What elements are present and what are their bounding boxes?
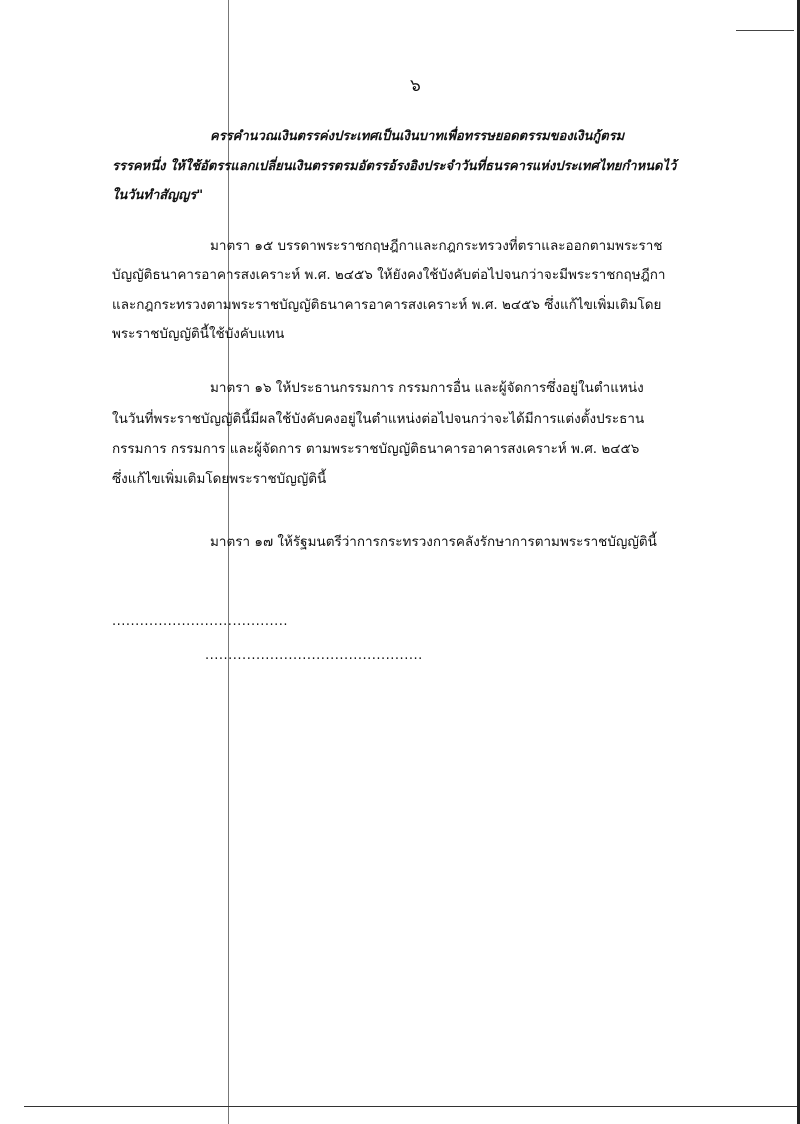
signature-line-2: ............................................... — [205, 648, 423, 663]
section-15-line-2: บัญญัติธนาคารอาคารสงเคราะห์ พ.ศ. ๒๔๕๖ ให้ยังคงใช้บังคับต่อไปจนกว่าจะมีพระราชกฤษฎีกา — [112, 267, 666, 283]
quote-line-1: ครรคำนวณเงินตรรค่งประเทศเป็นเงินบาทเพื่อทรรษยอดตรรมของเงินกู้ตรม — [210, 129, 625, 144]
bottom-rule — [24, 1106, 800, 1107]
section-17-line-1: มาตรา ๑๗ ให้รัฐมนตรีว่าการกระทรวงการคลังรักษาการตามพระราชบัญญัตินี้ — [210, 534, 657, 550]
section-15-line-4: พระราชบัญญัตินี้ใช้บังคับแทน — [112, 326, 285, 342]
quote-line-2: รรรคหนึ่ง ให้ใช้อัตรรแลกเปลี่ยนเงินตรรตรมอัตรรอ้รงอิงประจำวันที่ธนรคารแห่งประเทศไทยกำหนดไว้ — [112, 159, 677, 174]
section-16-line-4: ซึ่งแก้ไขเพิ่มเติมโดยพระราชบัญญัตินี้ — [112, 471, 327, 487]
section-16-line-2: ในวันที่พระราชบัญญัตินี้มีผลใช้บังคับคงอยู่ในตำแหน่งต่อไปจนกว่าจะได้มีการแต่งตั้งประธาน — [112, 411, 645, 427]
section-16-line-1: มาตรา ๑๖ ให้ประธานกรรมการ กรรมการอื่น และผู้จัดการซึ่งอยู่ในตำแหน่ง — [210, 380, 644, 396]
section-15-line-1: มาตรา ๑๕ บรรดาพระราชกฤษฎีกาและกฎกระทรวงที่ตราและออกตามพระราช — [210, 238, 663, 254]
section-16-line-3: กรรมการ กรรมการ และผู้จัดการ ตามพระราชบัญญัติธนาคารอาคารสงเคราะห์ พ.ศ. ๒๔๕๖ — [112, 441, 640, 457]
section-15-line-3: และกฎกระทรวงตามพระราชบัญญัติธนาคารอาคารสงเคราะห์ พ.ศ. ๒๔๕๖ ซึ่งแก้ไขเพิ่มเติมโดย — [112, 297, 662, 313]
quote-line-3: ในวันทำสัญญร" — [112, 188, 204, 203]
signature-line-1: ...................................... — [112, 614, 289, 629]
top-rule — [736, 30, 794, 31]
page-number: ๖ — [410, 76, 421, 96]
